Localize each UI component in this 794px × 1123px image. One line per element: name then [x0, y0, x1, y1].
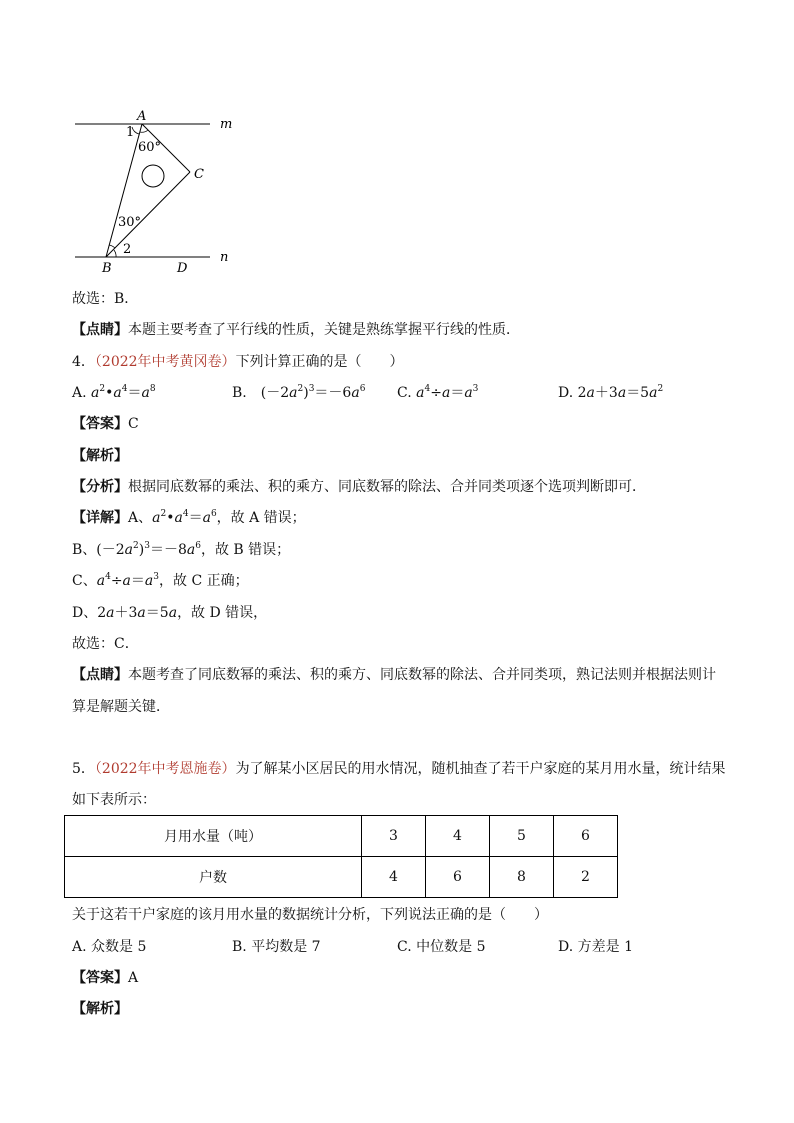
q4-analysis-tag: 【解析】 — [72, 448, 128, 464]
answer-tag: 【答案】 — [72, 416, 128, 432]
table-cell: 8 — [490, 857, 554, 898]
label-point-c: C — [194, 167, 204, 182]
label-point-b: B — [102, 261, 112, 276]
q4-answer — [72, 414, 139, 434]
q5-stem — [72, 759, 726, 779]
fenxi-text: 根据同底数幂的乘法、积的乘方、同底数幂的除法、合并同类项逐个选项判断即可． — [128, 479, 646, 495]
detail-b-suffix: ，故 B 错误； — [200, 542, 291, 558]
segment-ab — [106, 124, 142, 257]
q5-answer — [72, 968, 138, 988]
answer-tag: 【答案】 — [72, 970, 128, 986]
table-row — [65, 857, 618, 898]
label-point-a: A — [137, 109, 147, 124]
q3-remark — [72, 320, 520, 340]
option-label: C. — [397, 385, 412, 401]
detail-c-suffix: ，故 C 正确； — [159, 573, 249, 589]
remark-tag: 【点睛】 — [72, 667, 128, 683]
answer-value: A — [128, 970, 139, 986]
label-angle-30: 30° — [118, 215, 142, 230]
angle-arc-b-2 — [114, 250, 116, 257]
question-text: 为了解某小区居民的用水情况，随机抽查了若干户家庭的某月用水量，统计结果 — [235, 761, 726, 777]
remark-tag: 【点睛】 — [72, 322, 128, 338]
circle-shape — [142, 165, 164, 187]
question-source: （2022年中考黄冈卷） — [94, 354, 236, 370]
table-header-cell: 月用水量（吨） — [65, 816, 362, 857]
q5-option-b: B. 平均数是 7 — [232, 939, 321, 955]
q4-detail-d: D、2a＋3a＝5a，故 D 错误， — [72, 605, 268, 621]
q5-stem-cont: 如下表所示： — [72, 792, 156, 808]
q5-question: 关于这若干户家庭的该月用水量的数据统计分析，下列说法正确的是（ ） — [72, 907, 548, 923]
label-angle-2: 2 — [123, 242, 132, 257]
table-cell: 6 — [426, 857, 490, 898]
q4-detail-b: B、$(-2a^2)^3=-8a^6$，故 B 错误； — [72, 541, 291, 558]
fenxi-tag: 【分析】 — [72, 479, 128, 495]
water-usage-table — [64, 815, 618, 898]
q5-option-c: C. 中位数是 5 — [397, 939, 486, 955]
table-cell: 2 — [554, 857, 618, 898]
table-cell: 3 — [362, 816, 426, 857]
geometry-figure — [70, 100, 240, 280]
q5-option-d: D. 方差是 1 — [558, 939, 633, 955]
angle-arc-b-30 — [109, 245, 115, 248]
q4-detail-c: C、$a^4\div a=a^3$，故 C 正确； — [72, 572, 249, 589]
question-text: 下列计算正确的是（ ） — [235, 354, 404, 370]
remark-line-1: 本题考查了同底数幂的乘法、积的乘方、同底数幂的除法、合并同类项，熟记法则并根据法则计 — [128, 667, 716, 683]
remark-text: 本题主要考查了平行线的性质，关键是熟练掌握平行线的性质． — [128, 322, 520, 338]
option-label: D. — [558, 385, 574, 401]
table-cell: 6 — [554, 816, 618, 857]
table-cell: 5 — [490, 816, 554, 857]
q5-analysis-tag: 【解析】 — [72, 1001, 128, 1017]
q4-option-a: A. $a^2•a^4=a^8$ — [72, 384, 156, 401]
q4-fenxi — [72, 477, 646, 497]
q4-stem — [72, 352, 404, 372]
q4-choice: 故选：C． — [72, 636, 139, 652]
option-label: A. — [72, 385, 87, 401]
table-cell: 4 — [426, 816, 490, 857]
q3-choice: 故选：B． — [72, 291, 139, 307]
detail-a-suffix: ，故 A 错误； — [216, 510, 306, 526]
option-label: B. — [232, 385, 247, 401]
table-row — [65, 816, 618, 857]
q4-option-b: B. $(-2a^2)^3=-6a^6$ — [232, 384, 366, 401]
table-header-cell: 户数 — [65, 857, 362, 898]
angle-arc-a-60 — [140, 130, 148, 132]
q4-option-c: C. $a^4\div a=a^3$ — [397, 384, 479, 401]
table-cell: 4 — [362, 857, 426, 898]
label-angle-1: 1 — [126, 125, 135, 140]
q5-option-a: A. 众数是 5 — [72, 939, 147, 955]
question-number: 5． — [72, 761, 95, 777]
q4-remark-cont: 算是解题关键． — [72, 699, 170, 715]
detail-tag: 【详解】 — [72, 510, 128, 526]
label-point-d: D — [177, 261, 188, 276]
label-line-n: n — [220, 250, 229, 265]
question-source: （2022年中考恩施卷） — [94, 761, 236, 777]
q4-remark — [72, 665, 716, 685]
q4-detail-a: 【详解】A、$a^2•a^4=a^6$，故 A 错误； — [72, 509, 306, 526]
label-line-m: m — [220, 117, 233, 132]
label-angle-60: 60° — [138, 140, 162, 155]
detail-d-suffix: ，故 D 错误， — [177, 605, 268, 621]
q4-option-d: D. $2a+3a=5a^2$ — [558, 384, 664, 401]
answer-value: C — [128, 416, 139, 432]
question-number: 4． — [72, 354, 95, 370]
